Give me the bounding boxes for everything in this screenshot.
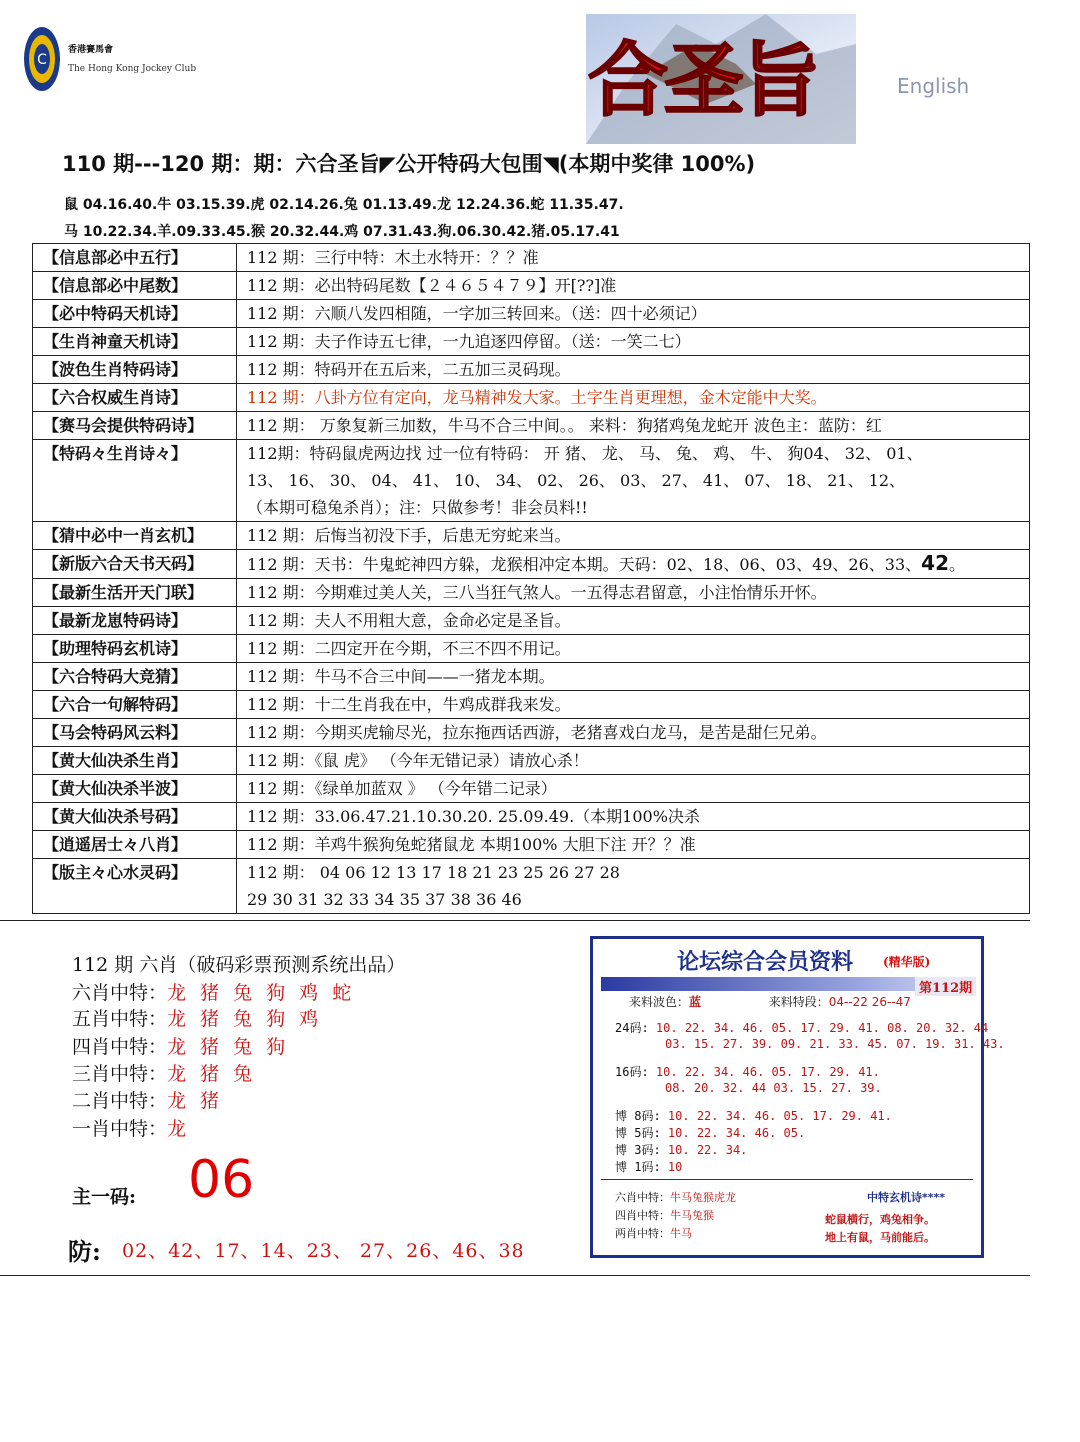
row-value-line: 29 30 31 32 33 34 35 37 38 36 46 [247, 890, 522, 909]
row-value: 112 期：今期买虎输尽光，拉东拖西话西游，老猪喜戏白龙马，是苦是甜仨兄弟。 [237, 719, 1030, 747]
code-label: 博 1码: [615, 1160, 661, 1174]
card-code-row [615, 1158, 682, 1175]
table-row [33, 356, 1030, 384]
row-value-text: 112 期：天书：牛鬼蛇神四方躲，龙猴相冲定本期。天码：02、18、06、03、49、26、33、 [247, 555, 922, 574]
table-row [33, 663, 1030, 691]
table-row [33, 550, 1030, 579]
table-row [33, 803, 1030, 831]
main-code: 06 [188, 1150, 255, 1210]
row-value: 112 期：夫人不用粗大意，金命必定是圣旨。 [237, 607, 1030, 635]
table-row [33, 579, 1030, 607]
row-value: 112 期：十二生肖我在中，牛鸡成群我来发。 [237, 691, 1030, 719]
row-value: 112 期：羊鸡牛猴狗兔蛇猪鼠龙 本期100% 大胆下注 开？？准 [237, 831, 1030, 859]
table-row [33, 691, 1030, 719]
row-value: 112 期：牛马不合三中间——一猪龙本期。 [237, 663, 1030, 691]
table-row [33, 719, 1030, 747]
row-value: 112 期：必出特码尾数【２４６５４７９】开[??]准 [237, 272, 1030, 300]
card-divider [601, 1179, 973, 1180]
prediction-line [72, 1032, 289, 1059]
code-label: 博 3码: [615, 1143, 661, 1157]
prediction-label: 四肖中特： [72, 1036, 168, 1058]
row-value [237, 550, 1030, 579]
row-value-line: （本期可稳兔杀肖）；注：只做参考！非会员料!! [247, 498, 588, 517]
row-value: 112 期：二四定开在今期，不三不四不用记。 [237, 635, 1030, 663]
row-value: 112 期：今期难过美人关，三八当狂气煞人。一五得志君留意，小注怡情乐开怀。 [237, 579, 1030, 607]
prediction-line [72, 1086, 223, 1113]
highlight-number: 42 [921, 551, 949, 575]
foot-value: 牛马兔猴虎龙 [670, 1191, 736, 1204]
member-info-card [590, 936, 1005, 1258]
row-label: 【六合权威生肖诗】 [33, 384, 237, 412]
foot-label: 六肖中特： [615, 1191, 670, 1204]
row-label: 【赛马会提供特码诗】 [33, 412, 237, 440]
prediction-label: 五肖中特： [72, 1008, 168, 1030]
prediction-label: 六肖中特： [72, 982, 168, 1004]
prediction-values: 龙 猪 兔 狗 鸡 蛇 [167, 982, 356, 1004]
table-row [33, 384, 1030, 412]
prediction-values: 龙 猪 [167, 1090, 224, 1112]
poem-line: 地上有鼠，马前能后。 [825, 1231, 935, 1244]
club-name-en: The Hong Kong Jockey Club [68, 64, 197, 74]
club-name-cn: 香港賽馬會 [68, 45, 114, 55]
code-values-cont: 03. 15. 27. 39. 09. 21. 33. 45. 07. 19. 31. 43. [665, 1037, 1005, 1051]
poem-title: 中特玄机诗**** [867, 1191, 946, 1204]
card-issue: 第112期 [915, 977, 976, 996]
fang-values: 02、42、17、14、23、 27、26、46、38 [122, 1240, 525, 1262]
row-value: 112 期：特码开在五后来，二五加三灵码现。 [237, 356, 1030, 384]
table-row [33, 522, 1030, 550]
code-label: 博 5码: [615, 1126, 661, 1140]
code-label: 24码: [615, 1021, 649, 1035]
row-label: 【黄大仙决杀号码】 [33, 803, 237, 831]
row-label: 【助理特码玄机诗】 [33, 635, 237, 663]
row-value-highlight: 112 期：八卦方位有定向，龙马精神发大家。土字生肖更理想，金木定能中大奖。 [237, 384, 1030, 412]
card-foot-row [615, 1189, 736, 1205]
row-label: 【生肖神童天机诗】 [33, 328, 237, 356]
row-label: 【黄大仙决杀半波】 [33, 775, 237, 803]
row-value: 112 期：夫子作诗五七律，一九追逐四停留。（送：一笑二七） [237, 328, 1030, 356]
prediction-values: 龙 猪 兔 狗 [167, 1036, 290, 1058]
foot-label: 两肖中特： [615, 1227, 670, 1240]
table-row [33, 328, 1030, 356]
prediction-values: 龙 [167, 1118, 191, 1140]
zodiac-numbers-line: 马 10.22.34.羊.09.33.45.猴 20.32.44.鸡 07.31.43.狗.06.30.42.猪.05.17.41 [64, 224, 620, 240]
prediction-values: 龙 猪 兔 [167, 1063, 257, 1085]
card-foot-row [615, 1225, 692, 1241]
prediction-line [72, 1059, 256, 1086]
table-row [33, 831, 1030, 859]
table-row [33, 635, 1030, 663]
table-row [33, 272, 1030, 300]
prediction-label: 一肖中特： [72, 1118, 168, 1140]
english-link[interactable]: English [897, 74, 970, 98]
jockey-club-logo [22, 24, 62, 94]
card-title: 论坛综合会员资料 [677, 950, 854, 975]
row-value: 112 期：33.06.47.21.10.30.20. 25.09.49.（本期100%决杀 [237, 803, 1030, 831]
code-label: 博 8码: [615, 1109, 661, 1123]
code-values: 10. 22. 34. [667, 1143, 748, 1157]
row-label: 【波色生肖特码诗】 [33, 356, 237, 384]
row-label: 【版主々心水灵码】 [33, 859, 237, 914]
card-code-row [615, 1019, 988, 1036]
table-row [33, 607, 1030, 635]
row-label: 【六合一句解特码】 [33, 691, 237, 719]
special-value: 04--22 26--47 [828, 995, 911, 1009]
row-value [237, 440, 1030, 522]
table-row [33, 244, 1030, 272]
color-value: 蓝 [689, 995, 702, 1009]
code-values: 10. 22. 34. 46. 05. 17. 29. 41. [655, 1065, 880, 1079]
code-values: 10. 22. 34. 46. 05. [667, 1126, 806, 1140]
row-value: 112 期：《鼠 虎》 （今年无错记录）请放心杀！ [237, 747, 1030, 775]
table-row [33, 300, 1030, 328]
table-row [33, 412, 1030, 440]
zodiac-numbers-line: 鼠 04.16.40.牛 03.15.39.虎 02.14.26.兔 01.13.49.龙 12.24.36.蛇 11.35.47. [64, 197, 624, 213]
row-value: 112 期：《绿单加蓝双 》 （今年错二记录） [237, 775, 1030, 803]
row-label: 【逍遥居士々八肖】 [33, 831, 237, 859]
card-code-row [615, 1124, 805, 1141]
card-foot-row [615, 1207, 714, 1223]
row-value-line: 112期：特码鼠虎两边找 过一位有特码： 开 猪、 龙、 马、 兔、 鸡、 牛、 狗04、 32、 01、 [247, 444, 923, 463]
prediction-line [72, 1114, 190, 1141]
special-label: 来料特段： [768, 995, 829, 1009]
svg-text:C: C [37, 52, 47, 68]
prediction-values: 龙 猪 兔 狗 鸡 [167, 1008, 323, 1030]
card-code-row [615, 1063, 880, 1080]
table-row [33, 859, 1030, 914]
row-label: 【最新龙崽特码诗】 [33, 607, 237, 635]
row-value-tail: 。 [949, 555, 966, 574]
row-label: 【信息部必中五行】 [33, 244, 237, 272]
table-row [33, 440, 1030, 522]
code-values: 10 [667, 1160, 683, 1174]
row-value: 112 期：六顺八发四相随，一字加三转回来。（送：四十必须记） [237, 300, 1030, 328]
six-zodiac-title: 112 期 六肖（破码彩票预测系统出品） [72, 954, 406, 976]
row-value: 112 期：三行中特：木土水特开：？？准 [237, 244, 1030, 272]
row-label: 【猜中必中一肖玄机】 [33, 522, 237, 550]
color-label: 来料波色： [629, 995, 690, 1009]
prediction-line [72, 1004, 322, 1031]
foot-value: 牛马 [670, 1227, 692, 1240]
code-label: 16码: [615, 1065, 649, 1079]
foot-value: 牛马兔猴 [670, 1209, 714, 1222]
foot-label: 四肖中特： [615, 1209, 670, 1222]
prediction-label: 三肖中特： [72, 1063, 168, 1085]
table-row [33, 747, 1030, 775]
brand-title: 合圣旨 [588, 33, 816, 127]
code-values: 10. 22. 34. 46. 05. 17. 29. 41. 08. 20. 32. 44 [655, 1021, 989, 1035]
row-label: 【新版六合天书天码】 [33, 550, 237, 579]
headline: 110 期---120 期：期：六合圣旨◤公开特码大包围◥(本期中奖律 100%) [62, 152, 756, 176]
card-code-row [615, 1141, 747, 1158]
poem-line: 蛇鼠横行，鸡兔相争。 [825, 1213, 935, 1226]
row-label: 【最新生活开天门联】 [33, 579, 237, 607]
row-value [237, 859, 1030, 914]
table-row [33, 775, 1030, 803]
card-edition: (精华版) [883, 955, 931, 969]
row-label: 【特码々生肖诗々】 [33, 440, 237, 522]
fang-label: 防: [68, 1237, 101, 1266]
row-label: 【六合特码大竞猜】 [33, 663, 237, 691]
row-value-line: 112 期： 04 06 12 13 17 18 21 23 25 26 27 28 [247, 863, 620, 882]
code-values: 10. 22. 34. 46. 05. 17. 29. 41. [667, 1109, 892, 1123]
row-label: 【马会特码风云料】 [33, 719, 237, 747]
row-label: 【信息部必中尾数】 [33, 272, 237, 300]
main-code-label: 主一码: [72, 1186, 137, 1208]
row-value: 112 期：后悔当初没下手，后患无穷蛇来当。 [237, 522, 1030, 550]
row-label: 【黄大仙决杀生肖】 [33, 747, 237, 775]
prediction-table [32, 243, 1030, 914]
card-color-row [629, 993, 911, 1010]
row-label: 【必中特码天机诗】 [33, 300, 237, 328]
row-value-line: 13、 16、 30、 04、 41、 10、 34、 02、 26、 03、 27、 41、 07、 18、 21、 12、 [247, 471, 906, 490]
prediction-label: 二肖中特： [72, 1090, 168, 1112]
code-values-cont: 08. 20. 32. 44 03. 15. 27. 39. [665, 1081, 882, 1095]
row-value: 112 期： 万象复新三加数，牛马不合三中间。。 来料：狗猪鸡兔龙蛇开 波色主：蓝防：红 [237, 412, 1030, 440]
card-code-row [615, 1107, 892, 1124]
prediction-line [72, 978, 355, 1005]
